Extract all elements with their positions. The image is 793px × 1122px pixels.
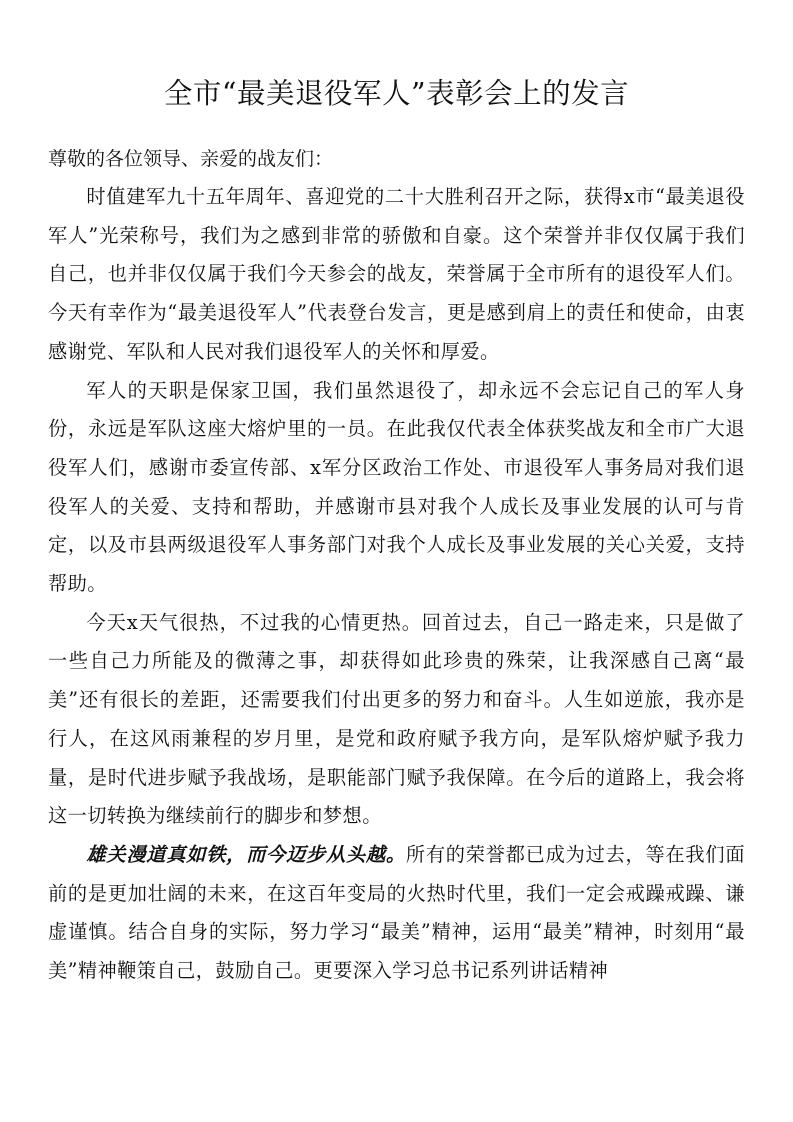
paragraph-2: 军人的天职是保家卫国，我们虽然退役了，却永远不会忘记自己的军人身份，永远是军队这座大熔炉里的一员。在此我仅代表全体获奖战友和全市广大退役军人们，感谢市委宣传部、x军分区政治工作处、市退役军人事务局对我们退役军人的关爱、支持和帮助，并感谢市县对我个人成长及事业发展的认可与肯定，以及市县两级退役军人事务部门对我个人成长及事业发展的关心关爱，支持帮助。 bbox=[48, 378, 745, 596]
document-title: 全市“最美退役军人”表彰会上的发言 bbox=[163, 77, 630, 110]
paragraph-4-lead: 雄关漫道真如铁，而今迈步从头越。 bbox=[86, 842, 406, 866]
document-page bbox=[48, 68, 745, 991]
salutation: 尊敬的各位领导、亲爱的战友们： bbox=[48, 148, 334, 170]
paragraph-4 bbox=[48, 836, 745, 991]
paragraph-4-body: 所有的荣誉都已成为过去，等在我们面前的是更加壮阔的未来，在这百年变局的火热时代里，我们一定会戒躁戒躁、谦虚谨慎。结合自身的实际，努力学习“最美”精神，运用“最美”精神，时刻用“最美”精神鞭策自己，鼓励自己。更要深入学习总书记系列讲话精神 bbox=[48, 842, 745, 983]
paragraph-1: 时值建军九十五年周年、喜迎党的二十大胜利召开之际，获得x市“最美退役军人”光荣称号，我们为之感到非常的骄傲和自豪。这个荣誉并非仅仅属于我们自己，也并非仅仅属于我们今天参会的战友，荣誉属于全市所有的退役军人们。今天有幸作为“最美退役军人”代表登台发言，更是感到肩上的责任和使命，由衷感谢党、军队和人民对我们退役军人的关怀和厚爱。 bbox=[48, 185, 745, 363]
paragraph-3: 今天x天气很热，不过我的心情更热。回首过去，自己一路走来，只是做了一些自己力所能及的微薄之事，却获得如此珍贵的殊荣，让我深感自己离“最美”还有很长的差距，还需要我们付出更多的努力和奋斗。人生如逆旅，我亦是行人，在这风雨兼程的岁月里，是党和政府赋予我方向，是军队熔炉赋予我力量，是时代进步赋予我战场，是职能部门赋予我保障。在今后的道路上，我会将这一切转换为继续前行的脚步和梦想。 bbox=[48, 610, 745, 828]
